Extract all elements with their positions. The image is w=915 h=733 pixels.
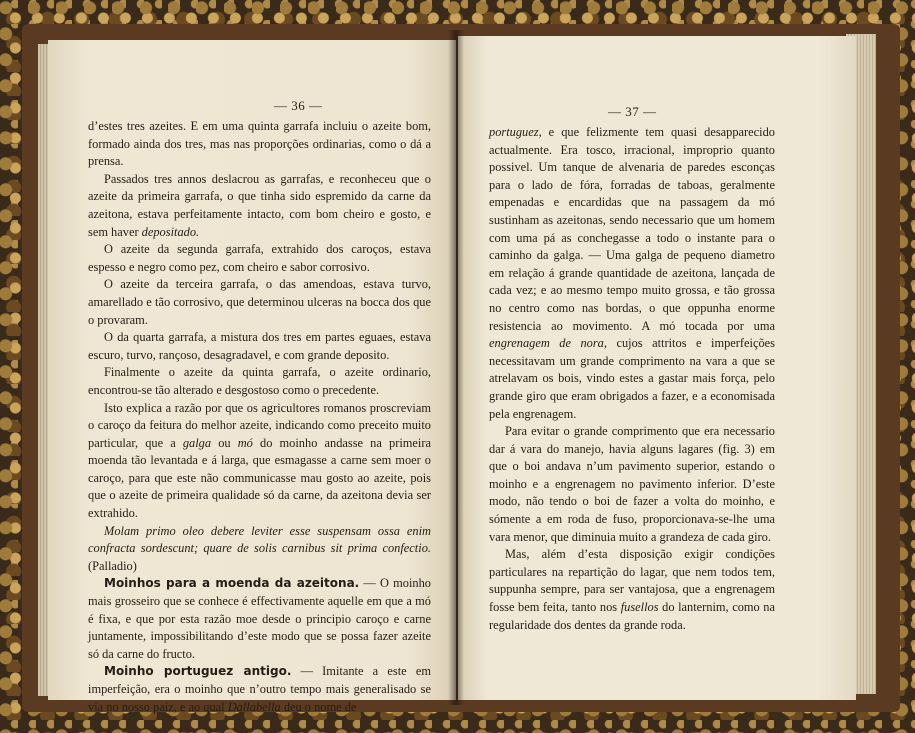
text-run: — O moinho mais grosseiro que se conhece é effectivamente aquelle em que a mó é fixa, e que por esta razão moe desde o principio caroço e carne juntamente, impossibilitando d’este modo que se possa fazer azeite só da carne do fructo. — [88, 576, 431, 661]
text-run: d’estes tres azeites. E em uma quinta garrafa incluiu o azeite bom, formado ainda dos tres, mas nas proporções ordinarias, como o dá a prensa. — [88, 119, 431, 169]
text-run: cujos attritos e imperfeições necessitavam um grande comprimento na vara a que se atrelavam os bois, vindo estes a gastar mais força, pelo grande giro que eram obrigados a fazer, e a economisada pela engrenagem. — [489, 336, 775, 421]
paragraph — [88, 329, 431, 364]
text-run: Mas, além d’esta disposição exigir condições particulares na repartição do lagar, que nem todos tem, suppunha sempre, para ser vantajosa, que a engrenagem fosse bem feita, tanto nos — [489, 547, 775, 615]
left-page — [48, 40, 456, 714]
text-run: depositado. — [141, 224, 200, 239]
text-run: galga — [182, 435, 212, 450]
text-run: O azeite da terceira garrafa, o das amendoas, estava turvo, amarellado e tão corrosivo, que determinou ulceras na bocca dos que o provaram. — [88, 277, 431, 327]
paragraph — [489, 546, 775, 634]
text-run: Isto explica a razão por que os agricultores romanos proscreviam o caroço da feitura do melhor azeite, indicando como preceito muito particular, que a — [88, 400, 431, 450]
text-run: ou — [211, 435, 238, 450]
text-run: mó — [237, 435, 253, 450]
paragraph — [489, 124, 775, 423]
page-number-left: — 36 — — [274, 98, 323, 113]
paragraph — [88, 663, 431, 716]
paragraph — [88, 364, 431, 399]
paragraph — [88, 400, 431, 523]
text-run: Finalmente o azeite da quinta garrafa, o azeite ordinario, encontrou-se tão alterado e desgostoso como o precedente. — [88, 365, 431, 397]
text-run: (Palladio) — [88, 558, 137, 573]
paragraph — [88, 171, 431, 241]
paragraph — [88, 523, 431, 576]
paragraph — [88, 241, 431, 276]
text-run: do lanternim, como na regularidade dos dentes da grande roda. — [489, 600, 775, 632]
text-run: , e que felizmente tem quasi desapparecido actualmente. Era tosco, irracional, improprio quanto possivel. Um tanque de alvenaria de paredes esconças para o lado de fóra, forradas de taboas, geralmente empenadas e encardidas que na passagem da mó sustinham as azeitonas, sendo necessario que um homem com uma pá as conchegasse a todo o instante para o caminho da galga. — Uma galga de pequeno diametro em relação á grande quantidade de azeitona, lançada de cada vez; e ao mesmo tempo muito grossa, e tão grossa no centro como nas bordas, o que oppunha enorme resistencia ao movimento. A mó tocada por uma — [489, 125, 775, 333]
text-run: deu o nome de — [280, 699, 357, 714]
paragraph — [88, 575, 431, 663]
text-run: engrenagem de nora, — [489, 336, 607, 351]
right-page — [458, 36, 856, 700]
text-run: — Imitante a este em imperfeição, era o moinho que n’outro tempo mais generalisado se via no nosso paiz, e ao qual — [88, 664, 431, 714]
book-gutter — [448, 30, 464, 705]
text-run: O azeite da segunda garrafa, extrahido dos caroços, estava espesso e negro como pez, com cheiro e sabor corrosivo. — [88, 242, 431, 274]
text-run: portuguez — [489, 125, 539, 139]
paragraph — [489, 423, 775, 546]
text-run: fusellos — [620, 600, 659, 615]
text-run: Molam primo oleo debere leviter esse suspensam ossa enim confracta sordescunt; quare de solis carnibus sit prima confectio. — [88, 523, 431, 556]
paragraph — [88, 276, 431, 329]
text-run: Dallabella — [227, 699, 281, 714]
right-page-text — [489, 124, 775, 634]
text-run: Moinhos para a moenda da azeitona. — [104, 576, 360, 591]
text-run: Moinho portuguez antigo. — [104, 664, 292, 679]
page-number-right: — 37 — — [608, 104, 657, 119]
paragraph — [88, 118, 431, 171]
text-run: O da quarta garrafa, a mistura dos tres em partes eguaes, estava escuro, turvo, rançoso, desagradavel, e com grande deposito. — [88, 330, 431, 362]
text-run: Passados tres annos deslacrou as garrafas, e reconheceu que o azeite da primeira garrafa, o que tinha sido espremido da carne da azeitona, estava perfeitamente intacto, com bom cheiro e gosto, e sem haver — [88, 171, 431, 239]
text-run: do moinho andasse na primeira moenda tão levantada e á larga, que esmagasse a carne sem moer o caroço, para que este não communicasse mau gosto ao azeite, pois que o azeite de primeira qualidade só da carne, da azeitona devia ser extrahido. — [88, 435, 431, 521]
text-run: Para evitar o grande comprimento que era necessario dar á vara do manejo, havia alguns lagares (fig. 3) em que o boi andava n’um pavimento superior, estando o moinho e a engrenagem no pavimento inferior. D’este modo, não tendo o boi de fazer a volta do moinho, e sómente a em roda de fuso, proporcionava-se-lhe uma vara menor, que diminuia muito a grandeza de cada giro. — [489, 424, 775, 544]
left-page-text — [88, 118, 431, 716]
